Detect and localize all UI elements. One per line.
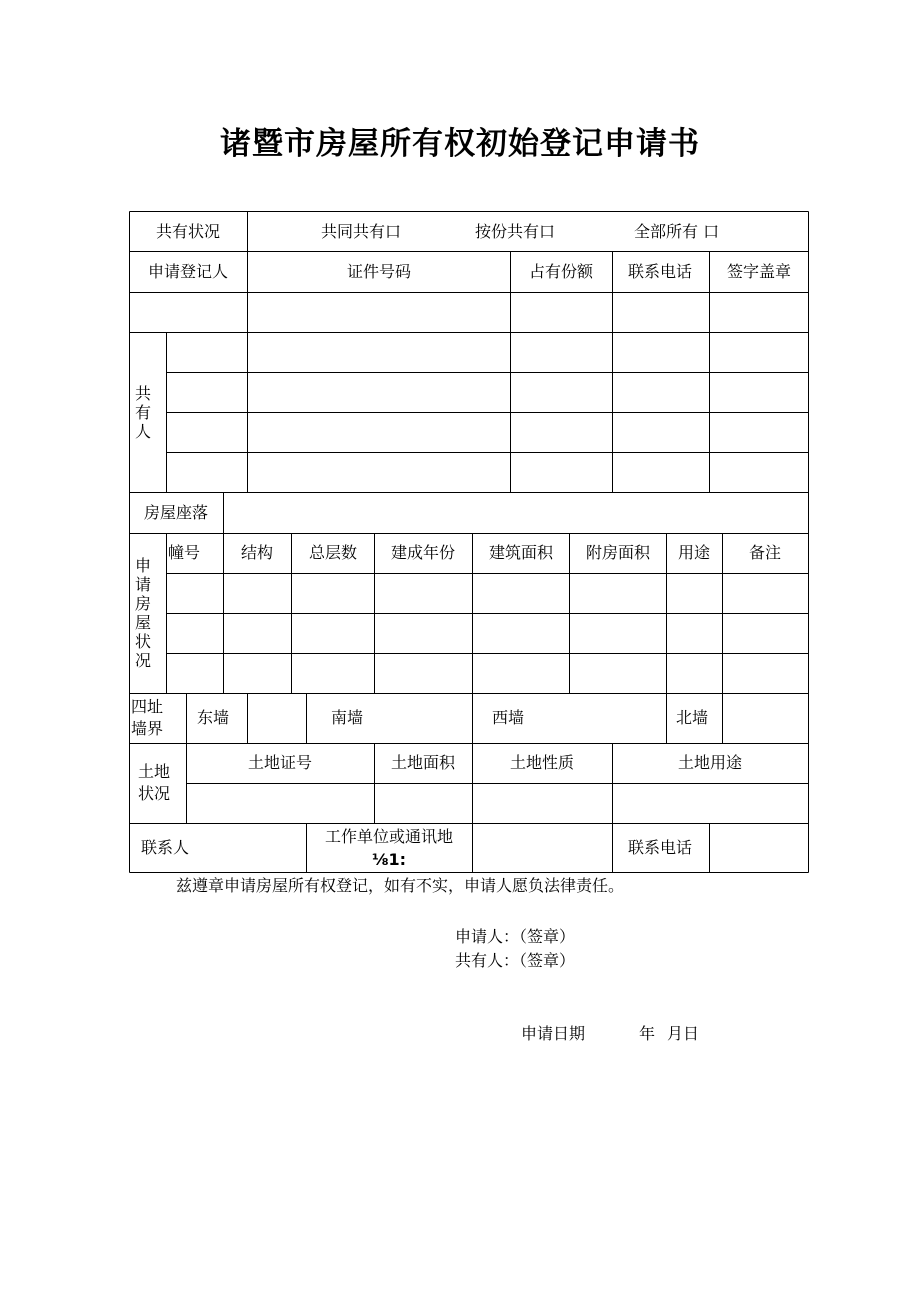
share-header: 占有份额 — [528, 262, 594, 281]
address-label-line2: ⅛1: — [371, 850, 407, 869]
contact-phone-label: 联系电话 — [627, 838, 693, 857]
remark-header: 备注 — [748, 543, 782, 562]
co-owner-signature-line: 共有人：（签章） — [455, 951, 576, 970]
address-label-line1: 工作单位或通讯地 — [324, 827, 454, 846]
land-status-label: 土地状况 — [138, 762, 171, 803]
ownership-option-share[interactable]: 按份共有口 — [475, 222, 556, 241]
land-usage-header: 土地用途 — [677, 753, 743, 772]
house-status-label: 申请房屋状况 — [134, 556, 151, 670]
building-number-header: 幢号 — [168, 543, 201, 562]
usage-header: 用途 — [677, 543, 711, 562]
boundary-label: 四址墙界 — [131, 697, 164, 738]
floor-area-header: 建筑面积 — [488, 543, 554, 562]
contact-person-label: 联系人 — [141, 838, 190, 857]
applicant-signature-line: 申请人：（签章） — [455, 927, 576, 946]
phone-header: 联系电话 — [627, 262, 693, 281]
date-month-day-unit: 月日 — [667, 1024, 700, 1043]
structure-header: 结构 — [240, 543, 274, 562]
land-area-header: 土地面积 — [390, 753, 456, 772]
ownership-option-full[interactable]: 全部所有 口 — [634, 222, 720, 241]
total-floors-header: 总层数 — [308, 543, 358, 562]
east-wall-label: 东墙 — [197, 708, 230, 727]
applicant-name-header: 申请登记人 — [147, 262, 229, 281]
build-year-header: 建成年份 — [390, 543, 456, 562]
ownership-label: 共有状况 — [155, 222, 221, 241]
signature-header: 签字盖章 — [726, 262, 792, 281]
date-label: 申请日期 — [521, 1024, 586, 1043]
declaration-text: 兹遵章申请房屋所有权登记，如有不实，申请人愿负法律责任。 — [176, 876, 625, 895]
co-owner-label: 共有人 — [134, 384, 151, 441]
north-wall-label: 北墙 — [676, 708, 709, 727]
date-year-unit: 年 — [639, 1024, 656, 1043]
annex-area-header: 附房面积 — [585, 543, 651, 562]
id-number-header: 证件号码 — [346, 262, 412, 281]
land-cert-header: 土地证号 — [247, 753, 313, 772]
page-title: 诸暨市房屋所有权初始登记申请书 — [220, 126, 700, 162]
house-location-label: 房屋座落 — [143, 503, 209, 522]
south-wall-label: 南墙 — [331, 708, 364, 727]
ownership-option-joint[interactable]: 共同共有口 — [321, 222, 402, 241]
west-wall-label: 西墙 — [492, 708, 525, 727]
land-nature-header: 土地性质 — [509, 753, 575, 772]
